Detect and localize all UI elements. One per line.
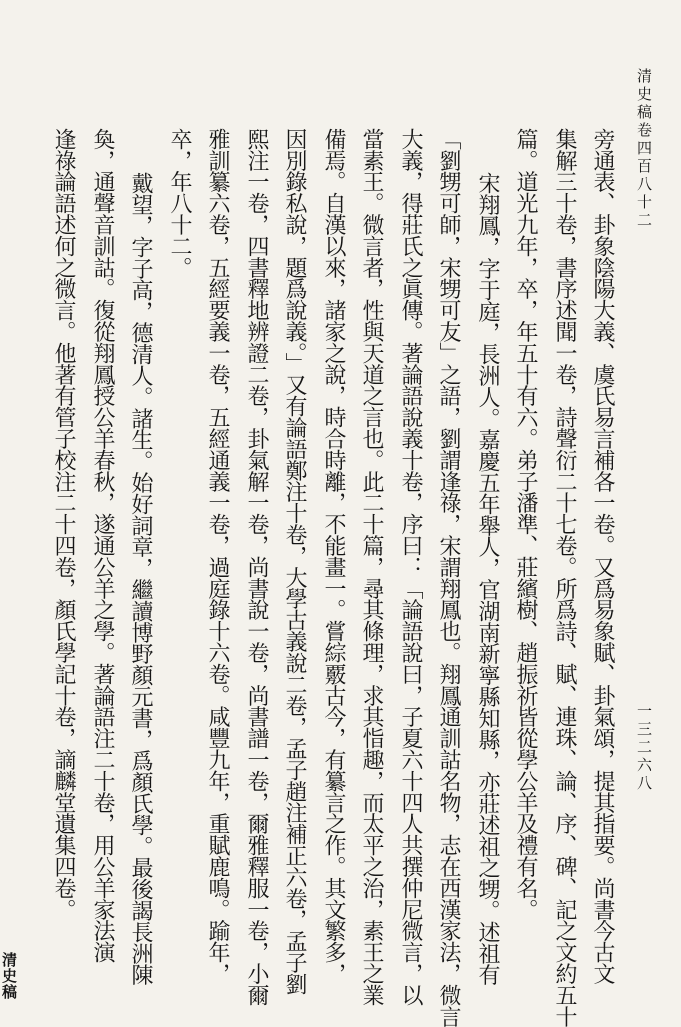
text-column-4: 宋翔鳳，字于庭，長洲人。嘉慶五年舉人，官湖南新寧縣知縣，亦莊述祖之甥。述祖有 xyxy=(475,172,500,986)
text-column-11: 雅訓纂六卷，五經要義一卷，五經通義一卷，過庭錄十六卷。咸豐九年，重賦鹿鳴。踰年， xyxy=(205,128,230,985)
text-column-15: 逢祿論語述何之微言。他著有管子校注二十四卷，顏氏學記十卷，謫麟堂遺集四卷。 xyxy=(51,128,76,920)
text-column-13: 戴望，字子高，德清人。諸生。始好詞章，繼讀博野顏元書，爲顏氏學。最後謁長洲陳 xyxy=(128,172,153,986)
text-column-9: 因別錄私說，題爲說義。」又有論語鄭注十卷，大學古義說二卷，孟子趙注補正六卷，孟子劉 xyxy=(282,128,307,995)
text-column-14: 奐，通聲音訓詁。復從翔鳳授公羊春秋，遂通公羊之學。著論語注二十卷，用公羊家法演 xyxy=(90,128,115,963)
side-margin-label: 清史稿 xyxy=(0,952,18,1000)
text-column-7: 當素王。微言者，性與天道之言也。此二十篇，尋其條理，求其恉趣，而太平之治，素王之業 xyxy=(359,128,384,1006)
text-column-6: 大義，得莊氏之眞傳。著論語說義十卷，序曰：「論語說曰，子夏六十四人共撰仲尼微言，以 xyxy=(398,128,423,1006)
page-number: 一三二六八 xyxy=(635,703,653,793)
text-column-10: 熙注一卷，四書釋地辨證二卷，卦氣解一卷，尚書說一卷，尚書譜一卷，爾雅釋服一卷，小爾 xyxy=(244,128,269,1006)
text-column-12: 卒，年八十二。 xyxy=(167,128,192,278)
text-column-3: 篇。道光九年，卒，年五十有六。弟子潘準、莊繽樹、趙振祈皆從學公羊及禮有名。 xyxy=(513,128,538,920)
running-header-title: 清史稿卷四百八十二 xyxy=(635,68,653,230)
text-column-5: 「劉甥可師，宋甥可友」之語，劉謂逢祿，宋謂翔鳳也。翔鳳通訓詁名物，志在西漢家法，微言 xyxy=(436,128,461,1027)
text-column-8: 備焉。自漢以來，諸家之說，時合時離，不能畫一。嘗綜覈古今，有纂言之作。其文繁多， xyxy=(321,128,346,985)
text-column-2: 集解三十卷，書序述聞一卷，詩聲衍二十七卷。所爲詩、賦、連珠、論、序、碑、記之文約五十 xyxy=(552,128,577,1027)
text-column-1: 旁通表、卦象陰陽大義、虞氏易言補各一卷。又爲易象賦、卦氣頌，提其指要。尚書今古文 xyxy=(590,128,615,985)
